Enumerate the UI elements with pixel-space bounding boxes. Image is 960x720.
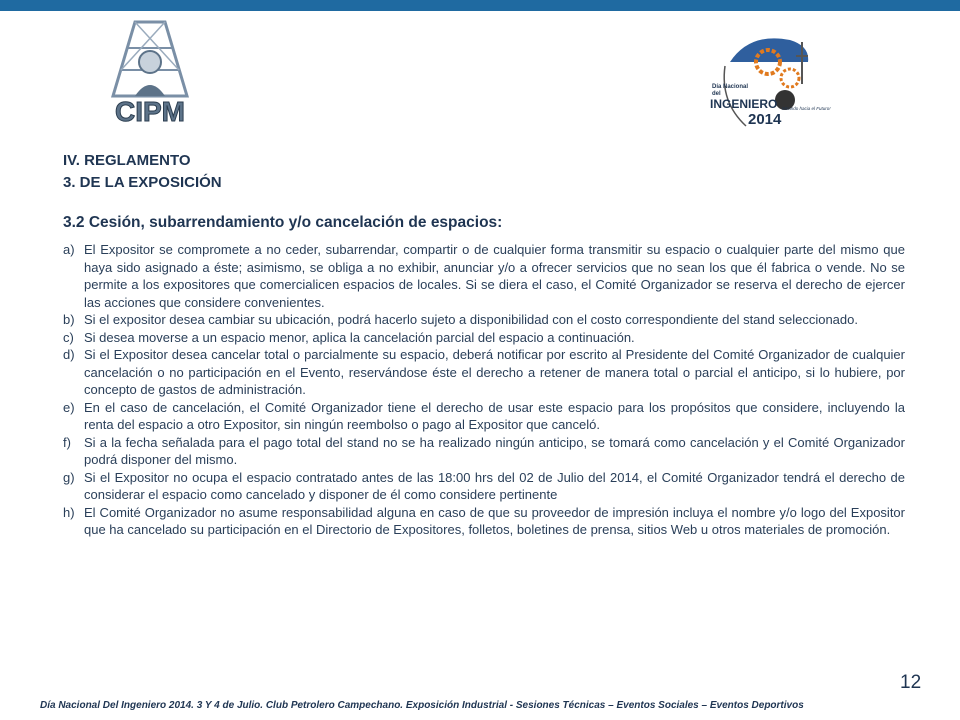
list-item xyxy=(63,399,905,434)
item-text: Si el Expositor no ocupa el espacio contratado antes de las 18:00 hrs del 02 de Julio del 2014, el Comité Organizador tendrá el derecho de considerar el espacio como cancelado y disponer de él como considere pertinente xyxy=(84,469,905,502)
footer-text: Día Nacional Del Ingeniero 2014. 3 Y 4 de Julio. Club Petrolero Campechano. Exposición Industrial - Sesiones Técnicas – Eventos Sociales – Eventos Deportivos xyxy=(40,700,804,711)
cipm-logo-text: CIPM xyxy=(115,96,185,126)
item-marker: a) xyxy=(63,242,75,257)
item-text: El Expositor se compromete a no ceder, subarrendar, compartir o de cualquier forma transmitir su espacio o cualquier parte del mismo que haya sido asignado a éste; asimismo, se obliga a no exhibir, anunciar y/o a ofrecer servicios que no sean los que él fabrica o vende. No se permite a los expositores que comercialicen espacios de locales. Si se diera el caso, el Comité Organizador se reserva el derecho de ejercer las acciones que considere convenientes. xyxy=(84,242,905,310)
dia-logo-line2: del xyxy=(712,91,721,97)
list-item xyxy=(63,469,905,504)
section-subtitle: 3. DE LA EXPOSICIÓN xyxy=(63,174,222,191)
dia-logo-year: 2014 xyxy=(748,111,782,128)
section-title: IV. REGLAMENTO xyxy=(63,152,191,169)
dia-logo-line1: Día Nacional xyxy=(712,84,749,90)
item-marker: b) xyxy=(63,312,75,327)
item-marker: h) xyxy=(63,504,75,520)
list-item xyxy=(63,241,905,311)
item-text: Si el expositor desea cambiar su ubicación, podrá hacerlo sujeto a disponibilidad con el costo correspondiente del stand seleccionado. xyxy=(84,312,858,327)
item-marker: d) xyxy=(63,347,75,362)
cipm-logo xyxy=(95,18,205,126)
list-item xyxy=(63,329,905,347)
dia-ingeniero-logo xyxy=(690,22,840,132)
list-item xyxy=(63,504,905,539)
item-marker: c) xyxy=(63,329,74,345)
rules-list xyxy=(63,241,905,539)
item-text: Si desea moverse a un espacio menor, aplica la cancelación parcial del espacio a continuación. xyxy=(84,329,635,345)
dia-logo-line3: INGENIERO xyxy=(710,97,778,111)
item-marker: f) xyxy=(63,434,71,450)
list-item xyxy=(63,434,905,469)
item-marker: e) xyxy=(63,399,75,415)
item-text: El Comité Organizador no asume responsabilidad alguna en caso de que su proveedor de impresión incluya el nombre y/o logo del Expositor que ha cancelado su participación en el Directorio de Expositores, folletos, boletines de prensa, sitios Web u otros materiales de promoción. xyxy=(84,504,905,537)
item-text: Si a la fecha señalada para el pago total del stand no se ha realizado ningún anticipo, se tomará como cancelación y el Comité Organizador podrá disponer del mismo. xyxy=(84,434,905,467)
top-bar xyxy=(0,0,960,11)
section-heading: 3.2 Cesión, subarrendamiento y/o cancelación de espacios: xyxy=(63,214,503,231)
list-item xyxy=(63,346,905,399)
page-number: 12 xyxy=(900,672,922,693)
item-marker: g) xyxy=(63,469,75,485)
item-text: Si el Expositor desea cancelar total o parcialmente su espacio, deberá notificar por escrito al Presidente del Comité Organizador de cualquier cancelación o no participación en el Evento, reservándose éste el derecho a retener de manera total o parcial el anticipo, si lo hubiere, por concepto de gastos de administración. xyxy=(84,347,905,397)
list-item xyxy=(63,311,905,329)
item-text: En el caso de cancelación, el Comité Organizador tiene el derecho de usar este espacio para los propósitos que considere, incluyendo la renta del espacio a otro Expositor, sin ningún reembolso o pago al Expositor que canceló. xyxy=(84,399,905,432)
dia-logo-tagline: Mirando hacia el Futuro! xyxy=(782,106,831,111)
